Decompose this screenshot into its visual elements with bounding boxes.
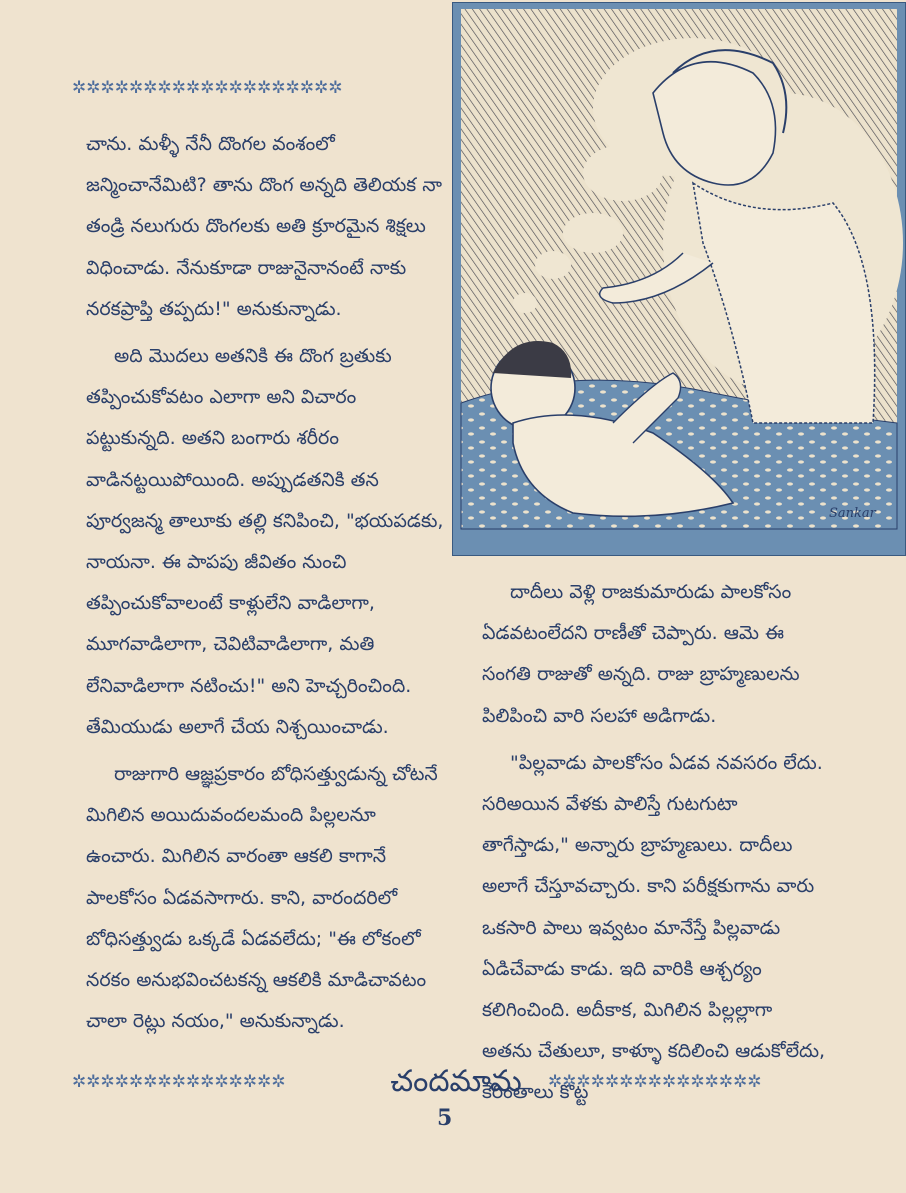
bottom-ornament-right: ✲✲✲✲✲✲✲✲✲✲✲✲✲✲✲ [548, 1072, 762, 1092]
right-text-column [482, 572, 826, 1114]
paragraph: దాదీలు వెళ్లి రాజకుమారుడు పాలకోసం ఏడవటంలేదని రాణీతో చెప్పారు. ఆమె ఈ సంగతి రాజుతో అన్నది. రాజు బ్రాహ్మణులను పిలిపించి వారి సలహా అడిగాడు. [482, 581, 800, 727]
artist-signature: Sankar [829, 506, 876, 521]
left-text-column [86, 124, 448, 1042]
paragraph: అది మొదలు అతనికి ఈ దొంగ బ్రతుకు తప్పించుకోవటం ఎలాగా అని విచారం పట్టుకున్నది. అతని బంగారు శరీరం వాడినట్టయిపోయింది. అప్పుడతనికి తన పూర్వజన్మ తాలూకు తల్లి కనిపించి, "భయపడకు, నాయనా. ఈ పాపపు జీవితం నుంచి తప్పించుకోవాలంటే కాళ్లులేని వాడిలాగా, మూగవాడిలాగా, చెవిటివాడిలాగా, మతి లేనివాడిలాగా నటించు!" అని హెచ్చరించింది. తేమియుడు అలాగే చేయ నిశ్చయించాడు. [86, 345, 444, 738]
top-ornament-border: ✲✲✲✲✲✲✲✲✲✲✲✲✲✲✲✲✲✲✲ [72, 78, 343, 98]
paragraph: రాజుగారి ఆజ్ఞప్రకారం బోధిసత్త్వుడున్న చోటనే మిగిలిన అయిదువందలమంది పిల్లలనూ ఉంచారు. మిగిలిన వారంతా ఆకలి కాగానే పాలకోసం ఏడవసాగారు. కాని, వారందరిలో బోధిసత్త్వుడు ఒక్కడే ఏడవలేదు; "ఈ లోకంలో నరకం అనుభవించటకన్న ఆకలికి మాడిచావటం చాలా రెట్లు నయం," అనుకున్నాడు. [86, 763, 438, 1033]
magazine-masthead: చందమామ [390, 1064, 522, 1099]
paragraph: "పిల్లవాడు పాలకోసం ఏడవ నవసరం లేదు. సరిఅయిన వేళకు పాలిస్తే గుటగుటా తాగేస్తాడు," అన్నారు బ్రాహ్మణులు. దాదీలు అలాగే చేస్తూవచ్చారు. కాని పరీక్షకుగాను వారు ఒకసారి పాలు ఇవ్వటం మానేస్తే పిల్లవాడు ఏడిచేవాడు కాడు. ఇది వారికి ఆశ్చర్యం కలిగించింది. అదీకాక, మిగిలిన పిల్లల్లాగా అతను చేతులూ, కాళ్ళూ కదిలించి ఆడుకోలేదు, కేరింతాలు కొట్ట [482, 751, 826, 1104]
story-illustration [452, 2, 906, 556]
bottom-ornament-left: ✲✲✲✲✲✲✲✲✲✲✲✲✲✲✲ [72, 1072, 286, 1092]
paragraph: చాను. మళ్ళీ నేనీ దొంగల వంశంలో జన్మించానేమిటి? తాను దొంగ అన్నది తెలియక నా తండ్రి నలుగురు దొంగలకు అతి క్రూరమైన శిక్షలు విధించాడు. నేనుకూడా రాజునైనానంటే నాకు నరకప్రాప్తి తప్పదు!" అనుకున్నాడు. [86, 133, 442, 320]
page-number: 5 [437, 1105, 453, 1131]
